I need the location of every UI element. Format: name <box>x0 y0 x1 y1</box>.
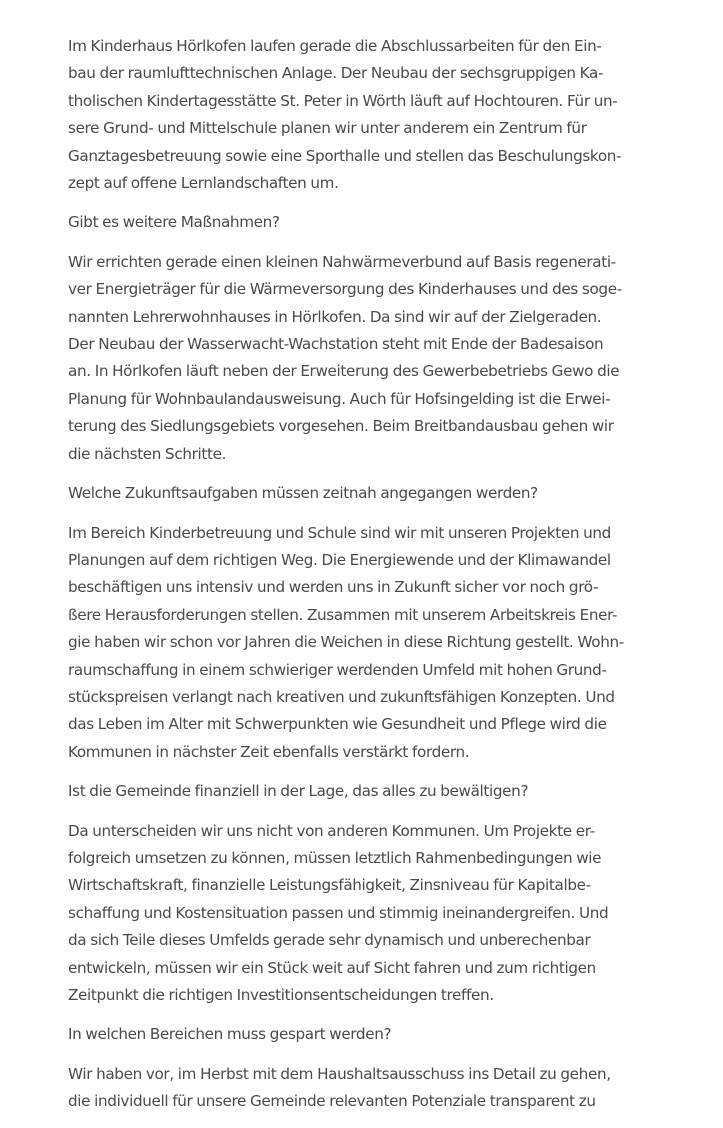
interview-answer <box>68 1061 668 1116</box>
text-line: Kommunen in nächster Zeit ebenfalls verstärkt fordern. <box>68 742 470 761</box>
text-line: Der Neubau der Wasserwacht-Wachstation steht mit Ende der Badesaison <box>68 335 604 354</box>
text-line: sere Grund- und Mittelschule planen wir unter anderem ein Zentrum für <box>68 119 587 138</box>
text-line: die individuell für unsere Gemeinde relevanten Potenziale transparent zu <box>68 1092 596 1111</box>
document-page <box>68 33 668 1128</box>
text-line: entwickeln, müssen wir ein Stück weit auf Sicht fahren und zum richtigen <box>68 958 596 977</box>
interview-question <box>68 209 668 236</box>
text-line: Planung für Wohnbaulandausweisung. Auch für Hofsingelding ist die Erwei- <box>68 389 611 408</box>
interview-answer <box>68 33 668 197</box>
text-line: Gibt es weitere Maßnahmen? <box>68 213 280 232</box>
text-line: Zeitpunkt die richtigen Investitionsentscheidungen treffen. <box>68 986 494 1004</box>
text-line: gie haben wir schon vor Jahren die Weichen in diese Richtung gestellt. Wohn- <box>68 633 624 652</box>
text-line: Im Bereich Kinderbetreuung und Schule sind wir mit unseren Projekten und <box>68 523 611 542</box>
text-line: In welchen Bereichen muss gespart werden? <box>68 1025 392 1044</box>
interview-answer <box>68 818 668 1010</box>
text-line: tholischen Kindertagesstätte St. Peter in Wörth läuft auf Hochtouren. Für un- <box>68 91 618 110</box>
text-line: Ganztagesbetreuung sowie eine Sporthalle und stellen das Beschulungskon- <box>68 146 622 165</box>
text-line: schaffung und Kostensituation passen und stimmig ineinandergreifen. Und <box>68 903 609 922</box>
text-line: das Leben im Alter mit Schwerpunkten wie Gesundheit und Pflege wird die <box>68 715 607 734</box>
text-line: da sich Teile dieses Umfelds gerade sehr dynamisch und unberechenbar <box>68 931 591 950</box>
text-line: Wir errichten gerade einen kleinen Nahwärmeverbund auf Basis regenerati- <box>68 252 616 271</box>
text-line: Ist die Gemeinde finanziell in der Lage, das alles zu bewältigen? <box>68 782 529 801</box>
text-line: an. In Hörlkofen läuft neben der Erweiterung des Gewerbebetriebs Gewo die <box>68 362 620 381</box>
text-line: bau der raumlufttechnischen Anlage. Der Neubau der sechsgruppigen Ka- <box>68 64 604 83</box>
interview-answer <box>68 520 668 767</box>
text-line: Planungen auf dem richtigen Weg. Die Energiewende und der Klimawandel <box>68 550 611 569</box>
text-line: zept auf offene Lernlandschaften um. <box>68 174 339 193</box>
text-line: ßere Herausforderungen stellen. Zusammen mit unserem Arbeitskreis Ener- <box>68 605 618 624</box>
text-line: die nächsten Schritte. <box>68 444 227 463</box>
text-line: terung des Siedlungsgebiets vorgesehen. Beim Breitbandausbau gehen wir <box>68 417 614 436</box>
text-line: Im Kinderhaus Hörlkofen laufen gerade die Abschlussarbeiten für den Ein- <box>68 37 602 55</box>
text-line: Wirtschaftskraft, finanzielle Leistungsfähigkeit, Zinsniveau für Kapitalbe- <box>68 876 591 895</box>
interview-answer <box>68 249 668 468</box>
text-line: raumschaffung in einem schwieriger werdenden Umfeld mit hohen Grund- <box>68 660 607 679</box>
text-line: Da unterscheiden wir uns nicht von anderen Kommunen. Um Projekte er- <box>68 821 595 840</box>
text-line: stückspreisen verlangt nach kreativen und zukunftsfähigen Konzepten. Und <box>68 687 615 706</box>
text-line: beschäftigen uns intensiv und werden uns in Zukunft sicher vor noch grö- <box>68 578 599 597</box>
text-line: folgreich umsetzen zu können, müssen letztlich Rahmenbedingungen wie <box>68 848 602 867</box>
text-line: ver Energieträger für die Wärmeversorgung des Kinderhauses und des soge- <box>68 280 622 299</box>
interview-question <box>68 480 668 507</box>
text-line: Welche Zukunftsaufgaben müssen zeitnah angegangen werden? <box>68 484 538 503</box>
interview-question <box>68 1021 668 1048</box>
interview-question <box>68 778 668 805</box>
text-line: nannten Lehrerwohnhauses in Hörlkofen. Da sind wir auf der Zielgeraden. <box>68 307 602 326</box>
text-line: Wir haben vor, im Herbst mit dem Haushaltsausschuss ins Detail zu gehen, <box>68 1064 611 1083</box>
